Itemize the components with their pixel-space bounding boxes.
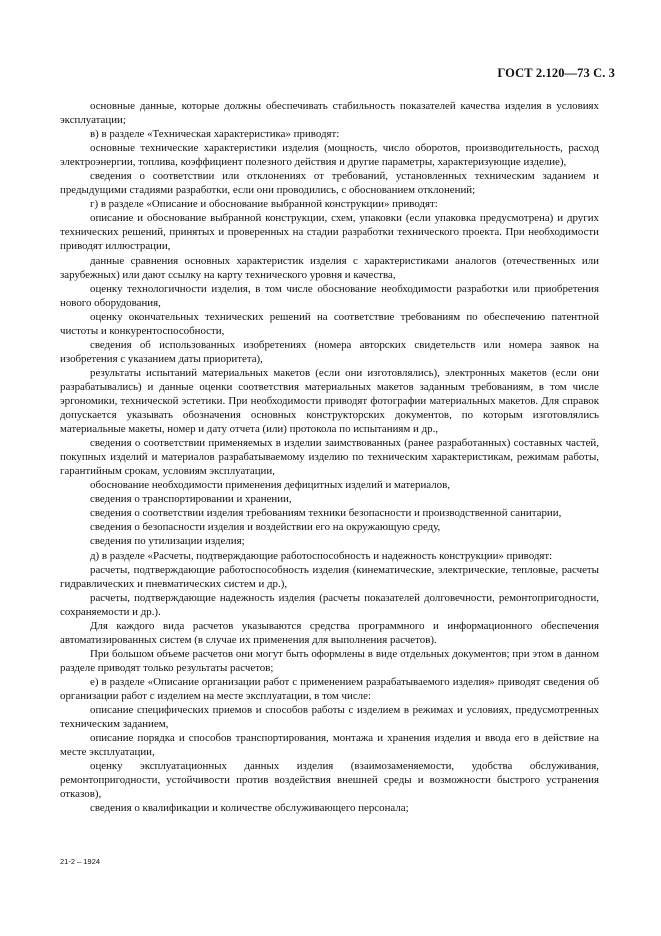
page-header: ГОСТ 2.120—73 С. 3 [497, 66, 615, 80]
print-code: 21-2 – 1924 [60, 857, 101, 866]
paragraph: сведения о транспортировании и хранении, [90, 493, 292, 506]
paragraph: данные сравнения основных характеристик изделия с характеристиками аналогов (отечественных или зарубежных) или дают ссылку на карту технического уровня и качества, [60, 254, 599, 281]
paragraph: сведения об использованных изобретениях (номера авторских свидетельств или номера заявок на изобретения с указанием даты приоритета), [60, 338, 599, 365]
paragraph: сведения о соответствии или отклонениях от требований, установленных техническим заданием и предыдущими стадиями разработки, если они проводились, с обоснованием отклонений; [60, 170, 599, 197]
paragraph: сведения по утилизации изделия; [90, 535, 245, 548]
paragraph: При большом объеме расчетов они могут быть оформлены в виде отдельных документов; при этом в данном разделе приводят только результаты расчетов; [60, 647, 599, 674]
paragraph: е) в разделе «Описание организации работ с применением разрабатываемого изделия» приводят сведения об организации работ с изделием на месте эксплуатации, в том числе: [60, 675, 599, 702]
paragraph: основные технические характеристики изделия (мощность, число оборотов, производительность, расход электроэнергии, топлива, коэффициент полезного действия и другие параметры, характеризующие изделие), [60, 142, 599, 169]
paragraph: Для каждого вида расчетов указываются средства программного и информационного обеспечения автоматизированных систем (в случае их применения для выполнения расчетов). [60, 619, 599, 646]
paragraph: сведения о безопасности изделия и воздействии его на окружающую среду, [90, 521, 441, 534]
paragraph: оценку технологичности изделия, в том числе обоснование необходимости разработки или приобретения нового оборудования, [60, 282, 599, 309]
paragraph: сведения о квалификации и количестве обслуживающего персонала; [90, 802, 409, 815]
paragraph: г) в разделе «Описание и обоснование выбранной конструкции» приводят: [90, 198, 438, 211]
paragraph: оценку эксплуатационных данных изделия (взаимозаменяемости, удобства обслуживания, ремонтопригодности, устойчивости против воздействия внешней среды и возможности быстрого устранения отказов), [60, 760, 599, 801]
paragraph: описание и обоснование выбранной конструкции, схем, упаковки (если упаковка предусмотрена) и других технических решений, принятых и проверенных на стадии разработки технического проекта. При необходимости приводят иллюстрации, [60, 212, 599, 253]
paragraph: описание специфических приемов и способов работы с изделием в режимах и условиях, предусмотренных техническим заданием, [60, 704, 599, 731]
paragraph: в) в разделе «Техническая характеристика» приводят: [90, 128, 340, 141]
paragraph: результаты испытаний материальных макетов (если они изготовлялись), электронных макетов (если они разрабатывались) и данные оценки соответствия материальных макетов заданным требованиям, в том числе эргономики, технической эстетики. При необходимости приводят фотографии материальных макетов. Для справок допускается указывать обозначения основных конструкторских документов, по которым изготовлялись материальные макеты, номер и дату отчета (или) протокола по испытаниям и др., [60, 366, 599, 436]
paragraph: описание порядка и способов транспортирования, монтажа и хранения изделия и ввода его в действие на месте эксплуатации, [60, 732, 599, 759]
paragraph: расчеты, подтверждающие надежность изделия (расчеты показателей долговечности, ремонтопригодности, сохраняемости и др.). [60, 591, 599, 618]
paragraph: сведения о соответствии применяемых в изделии заимствованных (ранее разработанных) составных частей, покупных изделий и материалов разрабатываемому изделию по техническим характеристикам, режимам работы, гарантийным срокам, условиям эксплуатации, [60, 437, 599, 478]
paragraph: оценку окончательных технических решений на соответствие требованиям по обеспечению патентной чистоты и конкурентоспособности, [60, 310, 599, 337]
paragraph: расчеты, подтверждающие работоспособность изделия (кинематические, электрические, тепловые, расчеты гидравлических и пневматических систем и др.), [60, 563, 599, 590]
paragraph: сведения о соответствии изделия требованиям техники безопасности и производственной санитарии, [90, 507, 562, 520]
paragraph: д) в разделе «Расчеты, подтверждающие работоспособность и надежность конструкции» приводят: [90, 549, 553, 562]
paragraph: обоснование необходимости применения дефицитных изделий и материалов, [90, 479, 450, 492]
paragraph: основные данные, которые должны обеспечивать стабильность показателей качества изделия в условиях эксплуатации; [60, 100, 599, 127]
document-body [60, 99, 599, 815]
